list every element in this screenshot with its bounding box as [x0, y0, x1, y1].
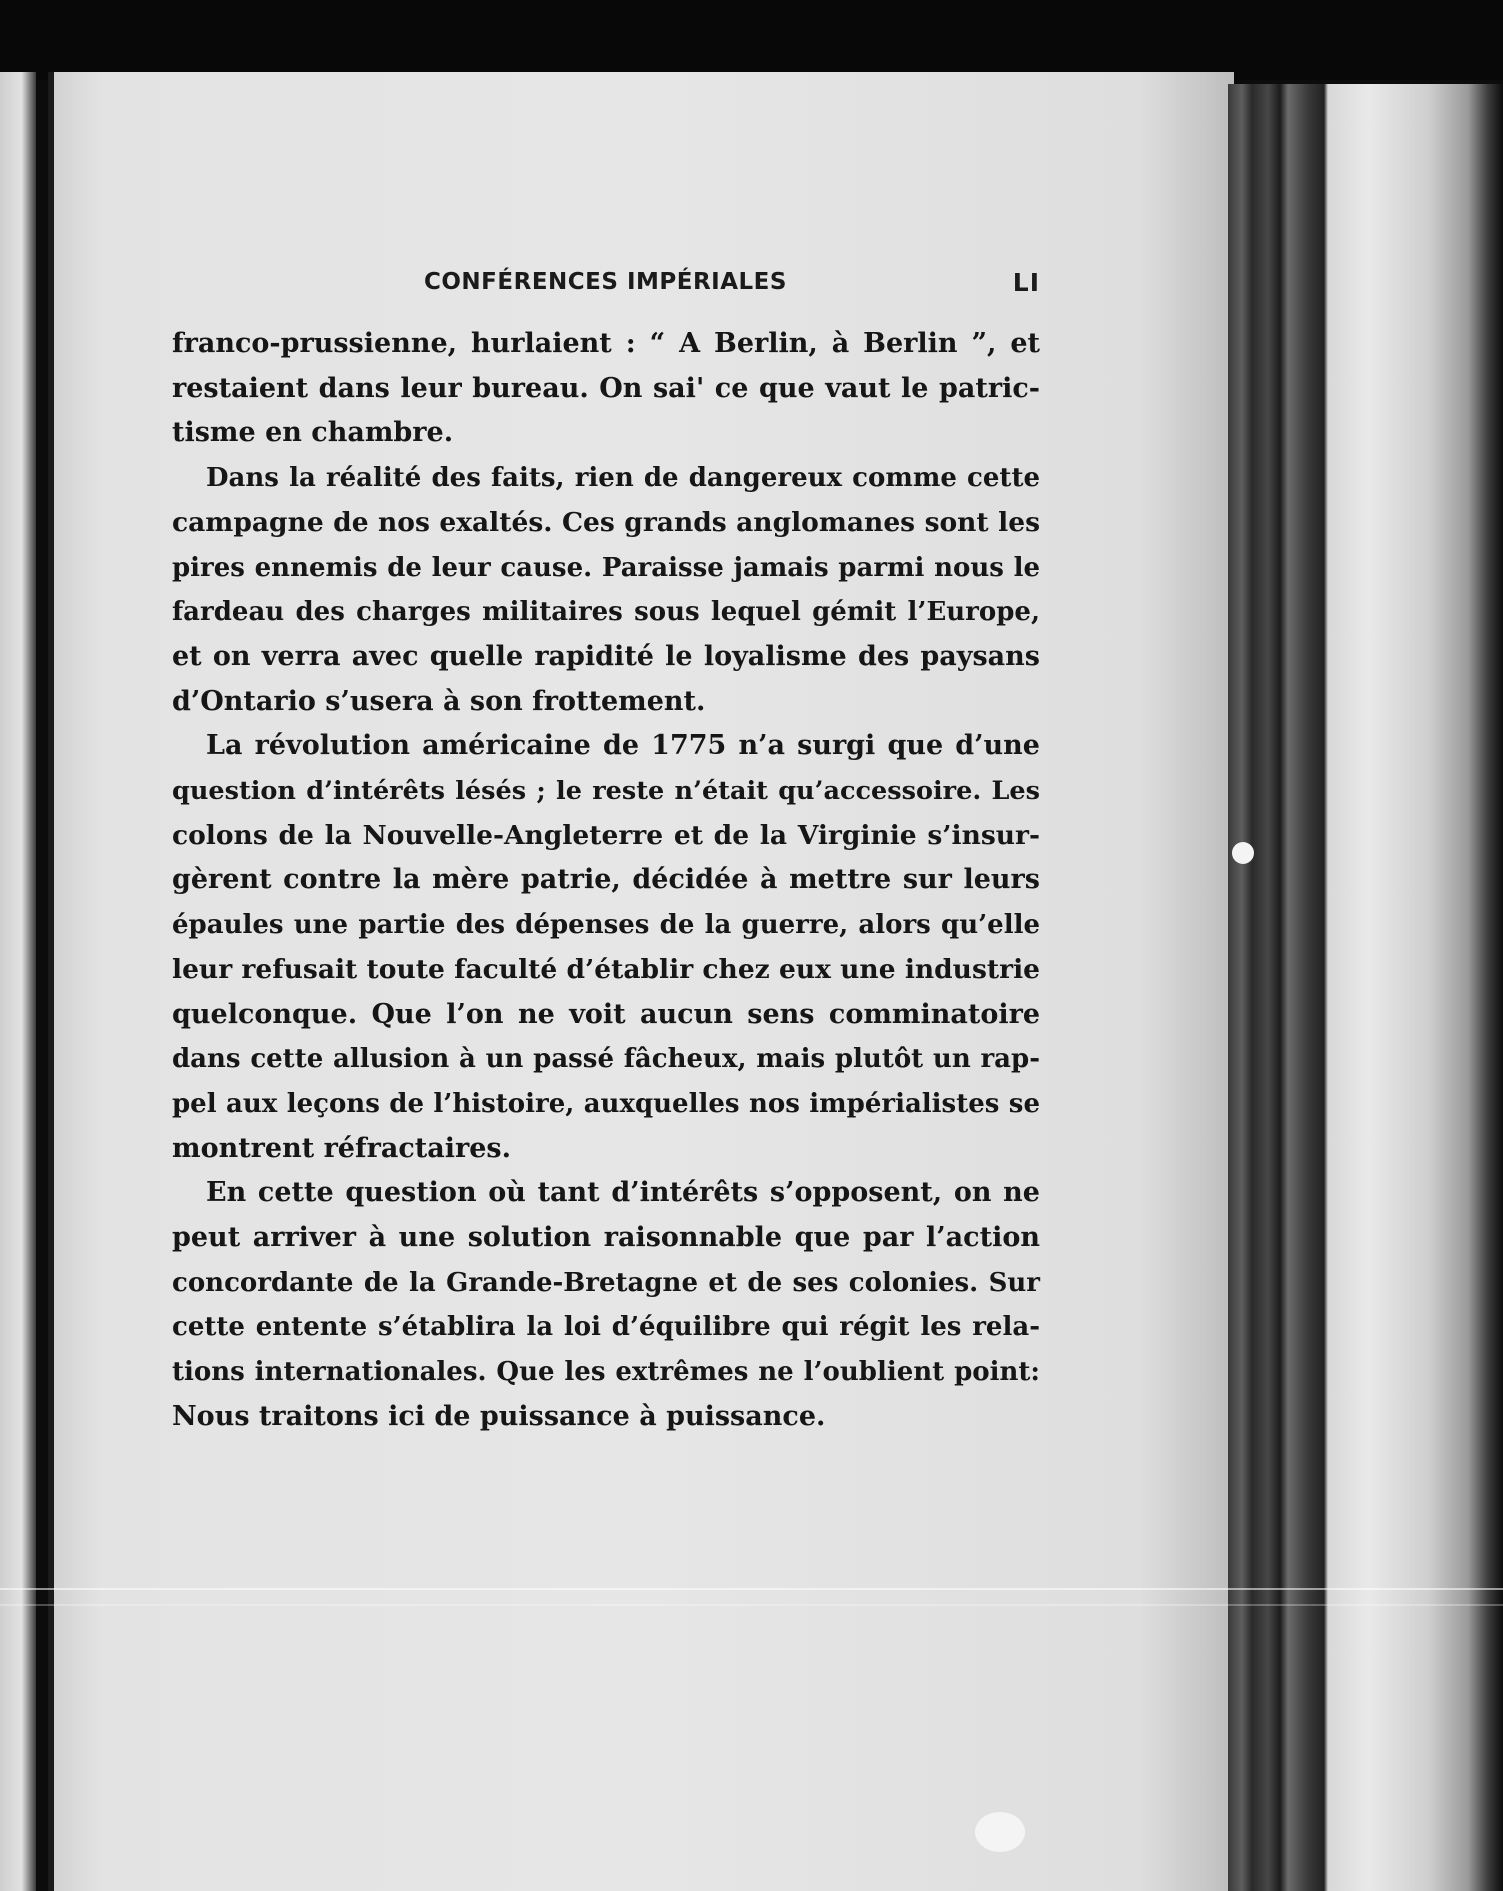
text-line: campagne de nos exaltés. Ces grands anglomanes sont les — [172, 506, 1040, 538]
text-line: tisme en chambre. — [172, 417, 454, 449]
text-line: pires ennemis de leur cause. Paraisse jamais parmi nous le — [172, 552, 1040, 583]
paragraph-4 — [172, 1171, 1040, 1439]
text-line: peut arriver à une solution raisonnable que par l’action — [172, 1222, 1040, 1254]
text-line: La révolution américaine de 1775 n’a surgi que d’une — [206, 730, 1040, 762]
text-line: dans cette allusion à un passé fâcheux, mais plutôt un rap- — [172, 1044, 1040, 1075]
text-line: et on verra avec quelle rapidité le loyalisme des paysans — [172, 640, 1040, 672]
dust-speck — [1232, 842, 1254, 864]
scan-scratch-line — [0, 1604, 1503, 1606]
text-line: cette entente s’établira la loi d’équilibre qui régit les rela- — [172, 1312, 1040, 1343]
text-line: Dans la réalité des faits, rien de dangereux comme cette — [206, 463, 1040, 494]
text-line: d’Ontario s’usera à son frottement. — [172, 685, 706, 717]
page-stack-edge — [1228, 84, 1503, 1891]
text-line: tions internationales. Que les extrêmes ne l’oublient point: — [172, 1357, 1040, 1388]
text-line: épaules une partie des dépenses de la guerre, alors qu’elle — [172, 910, 1040, 941]
text-line: concordante de la Grande-Bretagne et de ses colonies. Sur — [172, 1267, 1040, 1298]
text-line: franco-prussienne, hurlaient : “ A Berlin, à Berlin ”, et — [172, 328, 1040, 359]
previous-page-edge — [0, 72, 36, 1891]
paragraph-1 — [172, 322, 1040, 456]
text-line: pel aux leçons de l’histoire, auxquelles nos impérialistes se — [172, 1088, 1040, 1119]
text-line: question d’intérêts lésés ; le reste n’était qu’accessoire. Les — [172, 776, 1040, 807]
paragraph-3 — [172, 724, 1040, 1171]
text-line: montrent réfractaires. — [172, 1132, 511, 1164]
text-line: quelconque. Que l’on ne voit aucun sens comminatoire — [172, 998, 1040, 1030]
running-title: CONFÉRENCES IMPÉRIALES — [424, 269, 787, 295]
text-line: leur refusait toute faculté d’établir chez eux une industrie — [172, 953, 1040, 985]
dust-speck — [975, 1812, 1025, 1852]
running-head — [172, 262, 1040, 302]
scan-background — [0, 0, 1503, 80]
body-text — [172, 322, 1040, 1440]
scan-scratch-line — [0, 1588, 1503, 1590]
text-line: restaient dans leur bureau. On sai' ce que vaut le patric- — [172, 372, 1040, 404]
text-line: colons de la Nouvelle-Angleterre et de la Virginie s’insur- — [172, 819, 1040, 851]
paragraph-2 — [172, 456, 1040, 724]
text-line: Nous traitons ici de puissance à puissance. — [172, 1400, 826, 1432]
text-line: En cette question où tant d’intérêts s’opposent, on ne — [206, 1177, 1040, 1209]
text-line: gèrent contre la mère patrie, décidée à mettre sur leurs — [172, 864, 1040, 896]
page-number: LI — [1012, 267, 1040, 297]
text-line: fardeau des charges militaires sous lequel gémit l’Europe, — [172, 597, 1040, 628]
